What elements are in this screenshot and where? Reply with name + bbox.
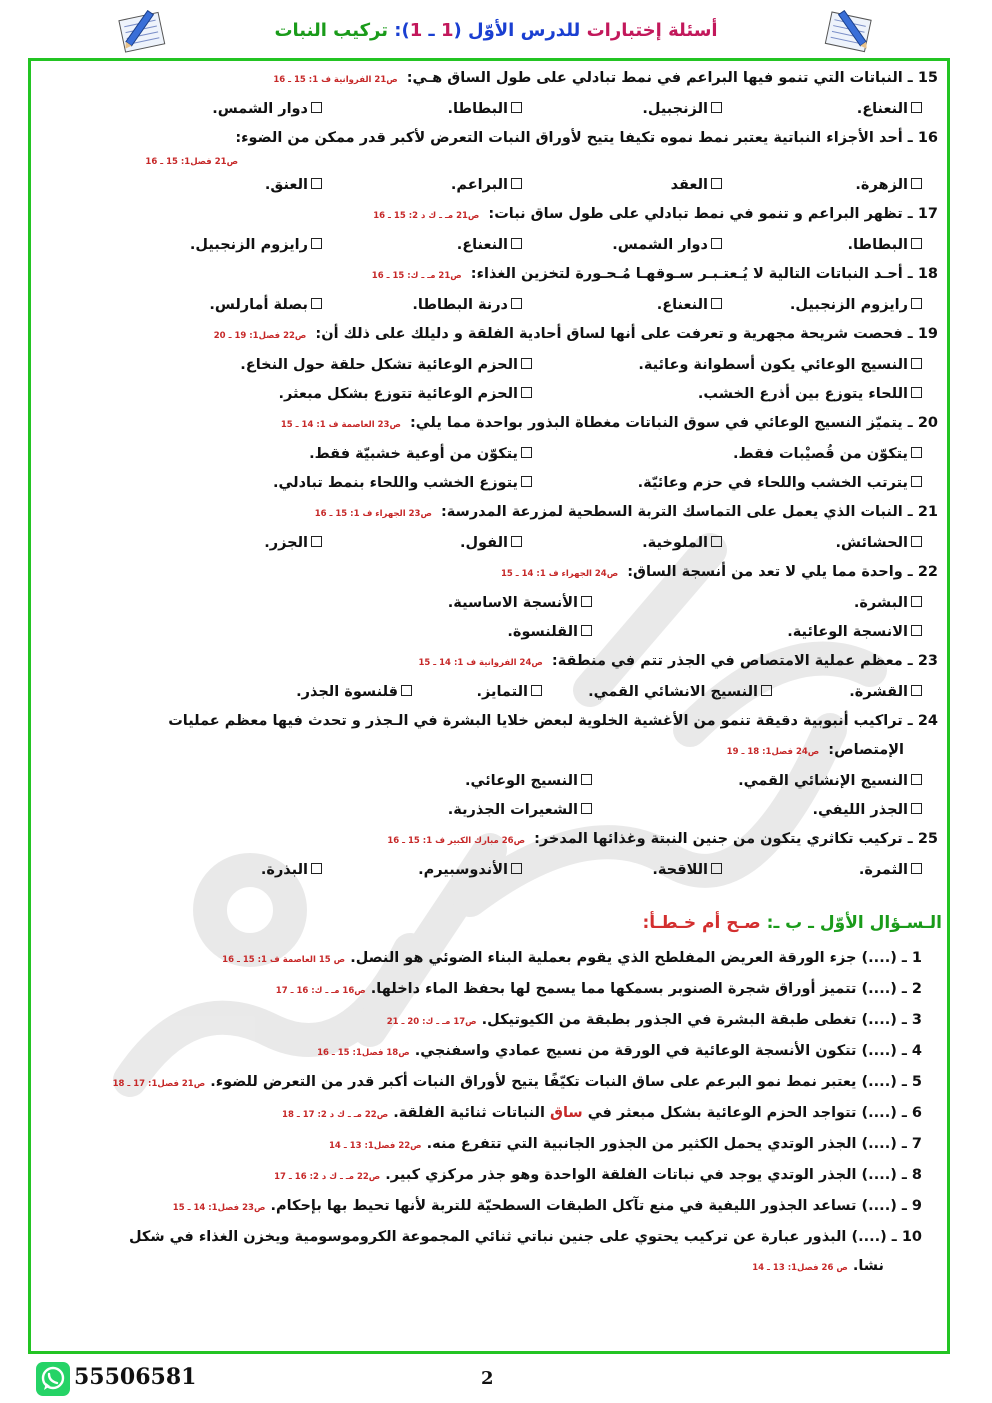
checkbox-icon[interactable] (911, 178, 922, 189)
item-reference: ص 15 العاصمة ف 1: 15 ـ 16 (222, 955, 346, 965)
title-part-7: تركيب النبات (274, 20, 389, 41)
option-label: التمايز. (476, 684, 528, 700)
option[interactable] (542, 678, 772, 707)
question-text: ـ تركيب تكاثري يتكون من جنين النبتة وغذائها المدخر: (534, 831, 913, 847)
option-label: البشرة. (853, 595, 908, 611)
checkbox-icon[interactable] (911, 774, 922, 785)
true-false-item (40, 944, 944, 975)
options-row (40, 618, 944, 647)
option-label: الملوخية. (642, 535, 708, 551)
options-row (40, 440, 944, 469)
option-label: يتكوّن من أوعية خشبيّة فقط. (309, 446, 518, 462)
option-label: الثمرة. (858, 862, 908, 878)
true-false-item (40, 1223, 944, 1252)
question-text: ـ النبات الذي يعمل على التماسك التربة السطحية لمزرعة المدرسة: (440, 504, 913, 520)
question (40, 64, 944, 95)
item-text: ـ (....) يعتبر نمط نمو البرعم على ساق النبات تكيّفًا يتيح لأوراق النبات أكبر قدر من التعرض للضوء. (210, 1074, 907, 1090)
checkbox-icon[interactable] (521, 476, 532, 487)
question-reference: ص23 العاصمة ف 1: 14 ـ 15 (280, 420, 401, 430)
option-label: دوار الشمس. (612, 237, 708, 253)
option[interactable] (322, 856, 522, 885)
item-text: ـ (....) جزء الورقة العريض المفلطح الذي يقوم بعملية البناء الضوئي هو النصل. (350, 950, 907, 966)
checkbox-icon[interactable] (911, 102, 922, 113)
option[interactable] (122, 95, 322, 124)
checkbox-icon[interactable] (311, 863, 322, 874)
question-reference: ص23 الجهراء ف 1: 15 ـ 16 (314, 509, 432, 519)
options-row (40, 796, 944, 825)
checkbox-icon[interactable] (911, 387, 922, 398)
checkbox-icon[interactable] (311, 298, 322, 309)
option-label: درنة البطاطا. (412, 297, 508, 313)
option[interactable] (532, 440, 922, 469)
checkbox-icon[interactable] (761, 685, 772, 696)
options-row (40, 171, 944, 200)
item-text: ـ (....) الجذر الوتدي يحمل الكثير من الجذور الجانبية التي تتفرع منه. (426, 1136, 907, 1152)
question (40, 707, 944, 736)
options-row (40, 95, 944, 124)
question-number: 17 (917, 206, 938, 222)
option-label: الأندوسبيرم. (418, 862, 508, 878)
title-part-6: ): (388, 20, 410, 41)
checkbox-icon[interactable] (711, 238, 722, 249)
option[interactable] (592, 796, 922, 825)
checkbox-icon[interactable] (711, 178, 722, 189)
option-label: يتكوّن من قُصيْبات فقط. (732, 446, 908, 462)
option[interactable] (142, 469, 532, 498)
checkbox-icon[interactable] (581, 774, 592, 785)
item-number: 10 (901, 1229, 922, 1245)
option[interactable] (522, 171, 722, 200)
checkbox-icon[interactable] (521, 358, 532, 369)
option-label: اللاقحة. (652, 862, 708, 878)
item-text-highlight: ساق (550, 1105, 583, 1121)
option[interactable] (522, 95, 722, 124)
checkbox-icon[interactable] (581, 803, 592, 814)
checkbox-icon[interactable] (401, 685, 412, 696)
question-text: ـ النباتات التي تنمو فيها البراعم في نمط تبادلي على طول الساق هـي: (406, 70, 913, 86)
options-row (40, 231, 944, 260)
option[interactable] (722, 529, 922, 558)
notepad-pencil-icon (818, 10, 880, 56)
option[interactable] (322, 95, 522, 124)
checkbox-icon[interactable] (911, 298, 922, 309)
item-text: ـ (....) تتكون الأنسجة الوعائية في الورقة من نسيج عمادي واسفنجي. (414, 1043, 907, 1059)
option-label: النسيج الإنشائي القمي. (738, 773, 908, 789)
question-continued (40, 736, 944, 767)
option-label: رايزوم الزنجبيل. (789, 297, 908, 313)
option-label: يتوزع الخشب واللحاء بنمط تبادلي. (272, 475, 518, 491)
option[interactable] (262, 767, 592, 796)
option-label: النسيج الوعائي يكون أسطوانة وعائية. (638, 357, 908, 373)
option[interactable] (142, 440, 532, 469)
option[interactable] (122, 231, 322, 260)
checkbox-icon[interactable] (911, 803, 922, 814)
whatsapp-icon (36, 1362, 70, 1396)
question-reference: ص24 فصل1: 18 ـ 19 (726, 747, 820, 757)
option-label: يترتب الخشب واللحاء في حزم وعائيّة. (637, 475, 908, 491)
item-number: 8 (911, 1167, 922, 1183)
item-number: 5 (911, 1074, 922, 1090)
checkbox-icon[interactable] (911, 358, 922, 369)
question-text: ـ أحـد النباتات التالية لا يُـعتـبـر سـوقهـا مُـحـورة لتخزين الغذاء: (470, 266, 913, 282)
true-false-item (40, 1068, 944, 1099)
question (40, 320, 944, 351)
title-part-2: للدرس الأوّل ( (453, 20, 581, 41)
checkbox-icon[interactable] (911, 863, 922, 874)
checkbox-icon[interactable] (511, 178, 522, 189)
item-text: ـ (....) تغطى طبقة البشرة في الجذور بطبقة من الكيوتيكل. (481, 1012, 907, 1028)
option[interactable] (522, 291, 722, 320)
question-number: 18 (917, 266, 938, 282)
option-label: البذرة. (260, 862, 308, 878)
item-reference: ص22 مـ ـ ك د 2: 17 ـ 18 (282, 1110, 389, 1120)
checkbox-icon[interactable] (581, 596, 592, 607)
checkbox-icon[interactable] (311, 238, 322, 249)
option[interactable] (412, 678, 542, 707)
item-number: 2 (911, 981, 922, 997)
option[interactable] (592, 589, 922, 618)
option-label: الجزر. (264, 535, 308, 551)
question-reference: ص24 الفروانية ف 1: 14 ـ 15 (418, 658, 543, 668)
option-label: رايزوم الزنجبيل. (189, 237, 308, 253)
question (40, 409, 944, 440)
option[interactable] (522, 231, 722, 260)
option[interactable] (262, 796, 592, 825)
section-subtitle: صـح أم خـطـأ: (642, 913, 761, 933)
option[interactable] (722, 171, 922, 200)
true-false-item (40, 1161, 944, 1192)
item-reference: ص23 فصل1: 14 ـ 15 (172, 1203, 266, 1213)
item-reference: ص17 مـ ـ ك: 20 ـ 21 (386, 1017, 477, 1027)
option[interactable] (722, 95, 922, 124)
question-text: ـ تظهر البراعم و تنمو في نمط تبادلي على طول ساق نبات: (488, 206, 913, 222)
option-label: الانسجة الوعائية. (787, 624, 908, 640)
item-number: 1 (911, 950, 922, 966)
checkbox-icon[interactable] (311, 102, 322, 113)
question (40, 647, 944, 678)
question-text: ـ فحصت شريحة مجهرية و تعرفت على أنها لساق أحادية الفلقة و دليلك على ذلك أن: (315, 326, 913, 342)
option-label: اللحاء يتوزع بين أذرع الخشب. (697, 386, 908, 402)
question-number: 16 (917, 130, 938, 146)
item-number: 3 (911, 1012, 922, 1028)
item-reference: ص 26 فصل1: 13 ـ 14 (752, 1263, 848, 1273)
question-text-continued: الإمتصاص: (828, 742, 904, 758)
checkbox-icon[interactable] (511, 536, 522, 547)
options-row (40, 380, 944, 409)
options-row (40, 589, 944, 618)
true-false-item (40, 1130, 944, 1161)
question-reference: ص22 فصل1: 19 ـ 20 (213, 331, 307, 341)
true-false-item-continued (40, 1252, 944, 1283)
checkbox-icon[interactable] (711, 102, 722, 113)
option-label: دوار الشمس. (212, 101, 308, 117)
option-label: العقد (670, 177, 708, 193)
option-label: الزنجبيل. (642, 101, 708, 117)
options-row (40, 856, 944, 885)
item-reference: ص22 مـ ـ ك د 2: 16 ـ 17 (274, 1172, 381, 1182)
question (40, 558, 944, 589)
question-number: 22 (917, 564, 938, 580)
options-row (40, 469, 944, 498)
options-row (40, 291, 944, 320)
option-label: القشرة. (849, 684, 908, 700)
checkbox-icon[interactable] (711, 298, 722, 309)
item-text: ـ (....) الجذر الوتدي يوجد في نباتات الفلقة الواحدة وهو جذر مركزي كبير. (385, 1167, 907, 1183)
item-text: ـ (....) تتميز أوراق شجرة الصنوبر بسمكها مما يسمح لها بحفظ الماء داخلها. (370, 981, 907, 997)
true-false-item (40, 1037, 944, 1068)
checkbox-icon[interactable] (911, 238, 922, 249)
section-heading (40, 909, 944, 938)
question-number: 24 (917, 713, 938, 729)
option[interactable] (122, 171, 322, 200)
option[interactable] (522, 856, 722, 885)
checkbox-icon[interactable] (511, 863, 522, 874)
true-false-item (40, 1006, 944, 1037)
title-part-5: 1 (409, 20, 423, 41)
question-number: 19 (917, 326, 938, 342)
checkbox-icon[interactable] (911, 685, 922, 696)
question-reference: ص24 الجهراء ف 1: 14 ـ 15 (500, 569, 619, 579)
option-label: النعناع. (456, 237, 508, 253)
option-label: الحزم الوعائية تتوزع بشكل مبعثر. (278, 386, 518, 402)
option[interactable] (532, 351, 922, 380)
option[interactable] (532, 380, 922, 409)
item-number: 4 (911, 1043, 922, 1059)
checkbox-icon[interactable] (911, 625, 922, 636)
option-label: العنق. (264, 177, 308, 193)
item-number: 6 (911, 1105, 922, 1121)
title-part-3: 1 (440, 20, 454, 41)
page-content (40, 64, 944, 1283)
page-header (0, 6, 992, 56)
option-label: بصلة أمارلس. (209, 297, 308, 313)
question-number: 21 (917, 504, 938, 520)
question-number: 15 (917, 70, 938, 86)
question-text: ـ واحدة مما يلي لا تعد من أنسجة الساق: (627, 564, 913, 580)
checkbox-icon[interactable] (911, 536, 922, 547)
options-row (40, 678, 944, 707)
options-row (40, 767, 944, 796)
checkbox-icon[interactable] (521, 387, 532, 398)
option[interactable] (212, 678, 412, 707)
option[interactable] (592, 618, 922, 647)
option-label: القلنسوة. (507, 624, 578, 640)
option[interactable] (322, 231, 522, 260)
question-reference: ص21 مـ ـ ك د 2: 15 ـ 16 (373, 211, 480, 221)
question-number: 23 (917, 653, 938, 669)
option-label: الأنسجة الاساسية. (447, 595, 578, 611)
option-label: البراعم. (450, 177, 508, 193)
checkbox-icon[interactable] (511, 102, 522, 113)
option[interactable] (262, 618, 592, 647)
checkbox-icon[interactable] (711, 536, 722, 547)
option[interactable] (322, 291, 522, 320)
item-text-continued: نشا. (852, 1258, 884, 1274)
item-text: ـ (....) تتواجد الحزم الوعائية بشكل مبعثر في (582, 1105, 907, 1121)
question-reference: ص21 مـ ـ ك: 15 ـ 16 (371, 271, 462, 281)
question-reference: ص21 فصل1: 15 ـ 16 (145, 157, 238, 167)
option-label: النسيج الانشائي القمي. (588, 684, 758, 700)
question-text: ـ يتميّز النسيج الوعائي في سوق النباتات مغطاة البذور بواحدة مما يلي: (409, 415, 913, 431)
question-reference: ص21 الفروانية ف 1: 15 ـ 16 (273, 75, 398, 85)
option-label: النعناع. (856, 101, 908, 117)
title-part-1: أسئلة إختبارات (586, 20, 718, 41)
option[interactable] (722, 231, 922, 260)
checkbox-icon[interactable] (911, 476, 922, 487)
option[interactable] (262, 589, 592, 618)
question-text: ـ معظم عملية الامتصاص في الجذر تتم في منطقة: (551, 653, 913, 669)
option-label: الزهرة. (855, 177, 908, 193)
question-text: ـ أحد الأجزاء النباتية يعتبر نمط نموه تكيفا يتيح لأوراق النبات التعرض لأكبر قدر ممكن من الضوء: (235, 130, 913, 146)
option-label: قلنسوة الجذر. (296, 684, 398, 700)
true-false-item (40, 1192, 944, 1223)
checkbox-icon[interactable] (711, 863, 722, 874)
question-number: 20 (917, 415, 938, 431)
question-number: 25 (917, 831, 938, 847)
option[interactable] (142, 380, 532, 409)
option[interactable] (722, 856, 922, 885)
option[interactable] (722, 291, 922, 320)
option[interactable] (532, 469, 922, 498)
checkbox-icon[interactable] (521, 447, 532, 458)
question-reference: ص26 مبارك الكبير ف 1: 15 ـ 16 (387, 836, 525, 846)
item-text: النباتات ثنائية الفلقة. (393, 1105, 550, 1121)
option[interactable] (122, 291, 322, 320)
option[interactable] (122, 856, 322, 885)
question (40, 124, 944, 171)
options-row (40, 351, 944, 380)
phone-number: 55506581 (74, 1364, 197, 1390)
option-label: البطاطا. (847, 237, 908, 253)
page-number: 2 (481, 1368, 494, 1389)
checkbox-icon[interactable] (511, 298, 522, 309)
item-text: ـ (....) البذور عبارة عن تركيب يحتوي على جنين نباتي ثنائي المجموعة الكروموسومية ويخزن الغذاء في شكل (128, 1229, 897, 1245)
checkbox-icon[interactable] (311, 536, 322, 547)
question (40, 825, 944, 856)
option-label: الشعيرات الجذرية. (447, 802, 578, 818)
option-label: الجذر الليفي. (812, 802, 908, 818)
checkbox-icon[interactable] (511, 238, 522, 249)
item-reference: ص18 فصل1: 15 ـ 16 (317, 1048, 410, 1058)
checkbox-icon[interactable] (581, 625, 592, 636)
option-label: الحزم الوعائية تشكل حلقة حول النخاع. (240, 357, 518, 373)
item-reference: ص16 مـ ـ ك: 16 ـ 17 (275, 986, 366, 996)
option[interactable] (322, 171, 522, 200)
question (40, 498, 944, 529)
option-label: النعناع. (656, 297, 708, 313)
item-reference: ص22 فصل1: 13 ـ 14 (329, 1141, 422, 1151)
option[interactable] (122, 529, 322, 558)
option-label: الحشائش. (835, 535, 908, 551)
question (40, 200, 944, 231)
item-number: 7 (911, 1136, 922, 1152)
option-label: الفول. (459, 535, 508, 551)
checkbox-icon[interactable] (531, 685, 542, 696)
option-label: البطاطا. (447, 101, 508, 117)
option[interactable] (522, 529, 722, 558)
option[interactable] (592, 767, 922, 796)
option-label: النسيج الوعائي. (465, 773, 578, 789)
item-text: ـ (....) تساعد الجذور الليفية في منع تآكل الطبقات السطحيّة للتربة لأنها تحيط بها بإحكام. (270, 1198, 907, 1214)
question (40, 260, 944, 291)
checkbox-icon[interactable] (311, 178, 322, 189)
item-number: 9 (911, 1198, 922, 1214)
true-false-item (40, 1099, 944, 1130)
option[interactable] (142, 351, 532, 380)
option[interactable] (322, 529, 522, 558)
item-reference: ص21 فصل1: 17 ـ 18 (112, 1079, 206, 1089)
option[interactable] (772, 678, 922, 707)
section-title: الـسـؤال الأوّل ـ ب ـ: (766, 913, 942, 933)
checkbox-icon[interactable] (911, 596, 922, 607)
title-part-4: ـ (422, 20, 441, 41)
true-false-item (40, 975, 944, 1006)
question-text: ـ تراكيب أنبوبية دقيقة تنمو من الأغشية الخلوية لبعض خلايا البشرة في الـجذر و تحدث فيها معظم عمليات (168, 713, 913, 729)
options-row (40, 529, 944, 558)
checkbox-icon[interactable] (911, 447, 922, 458)
